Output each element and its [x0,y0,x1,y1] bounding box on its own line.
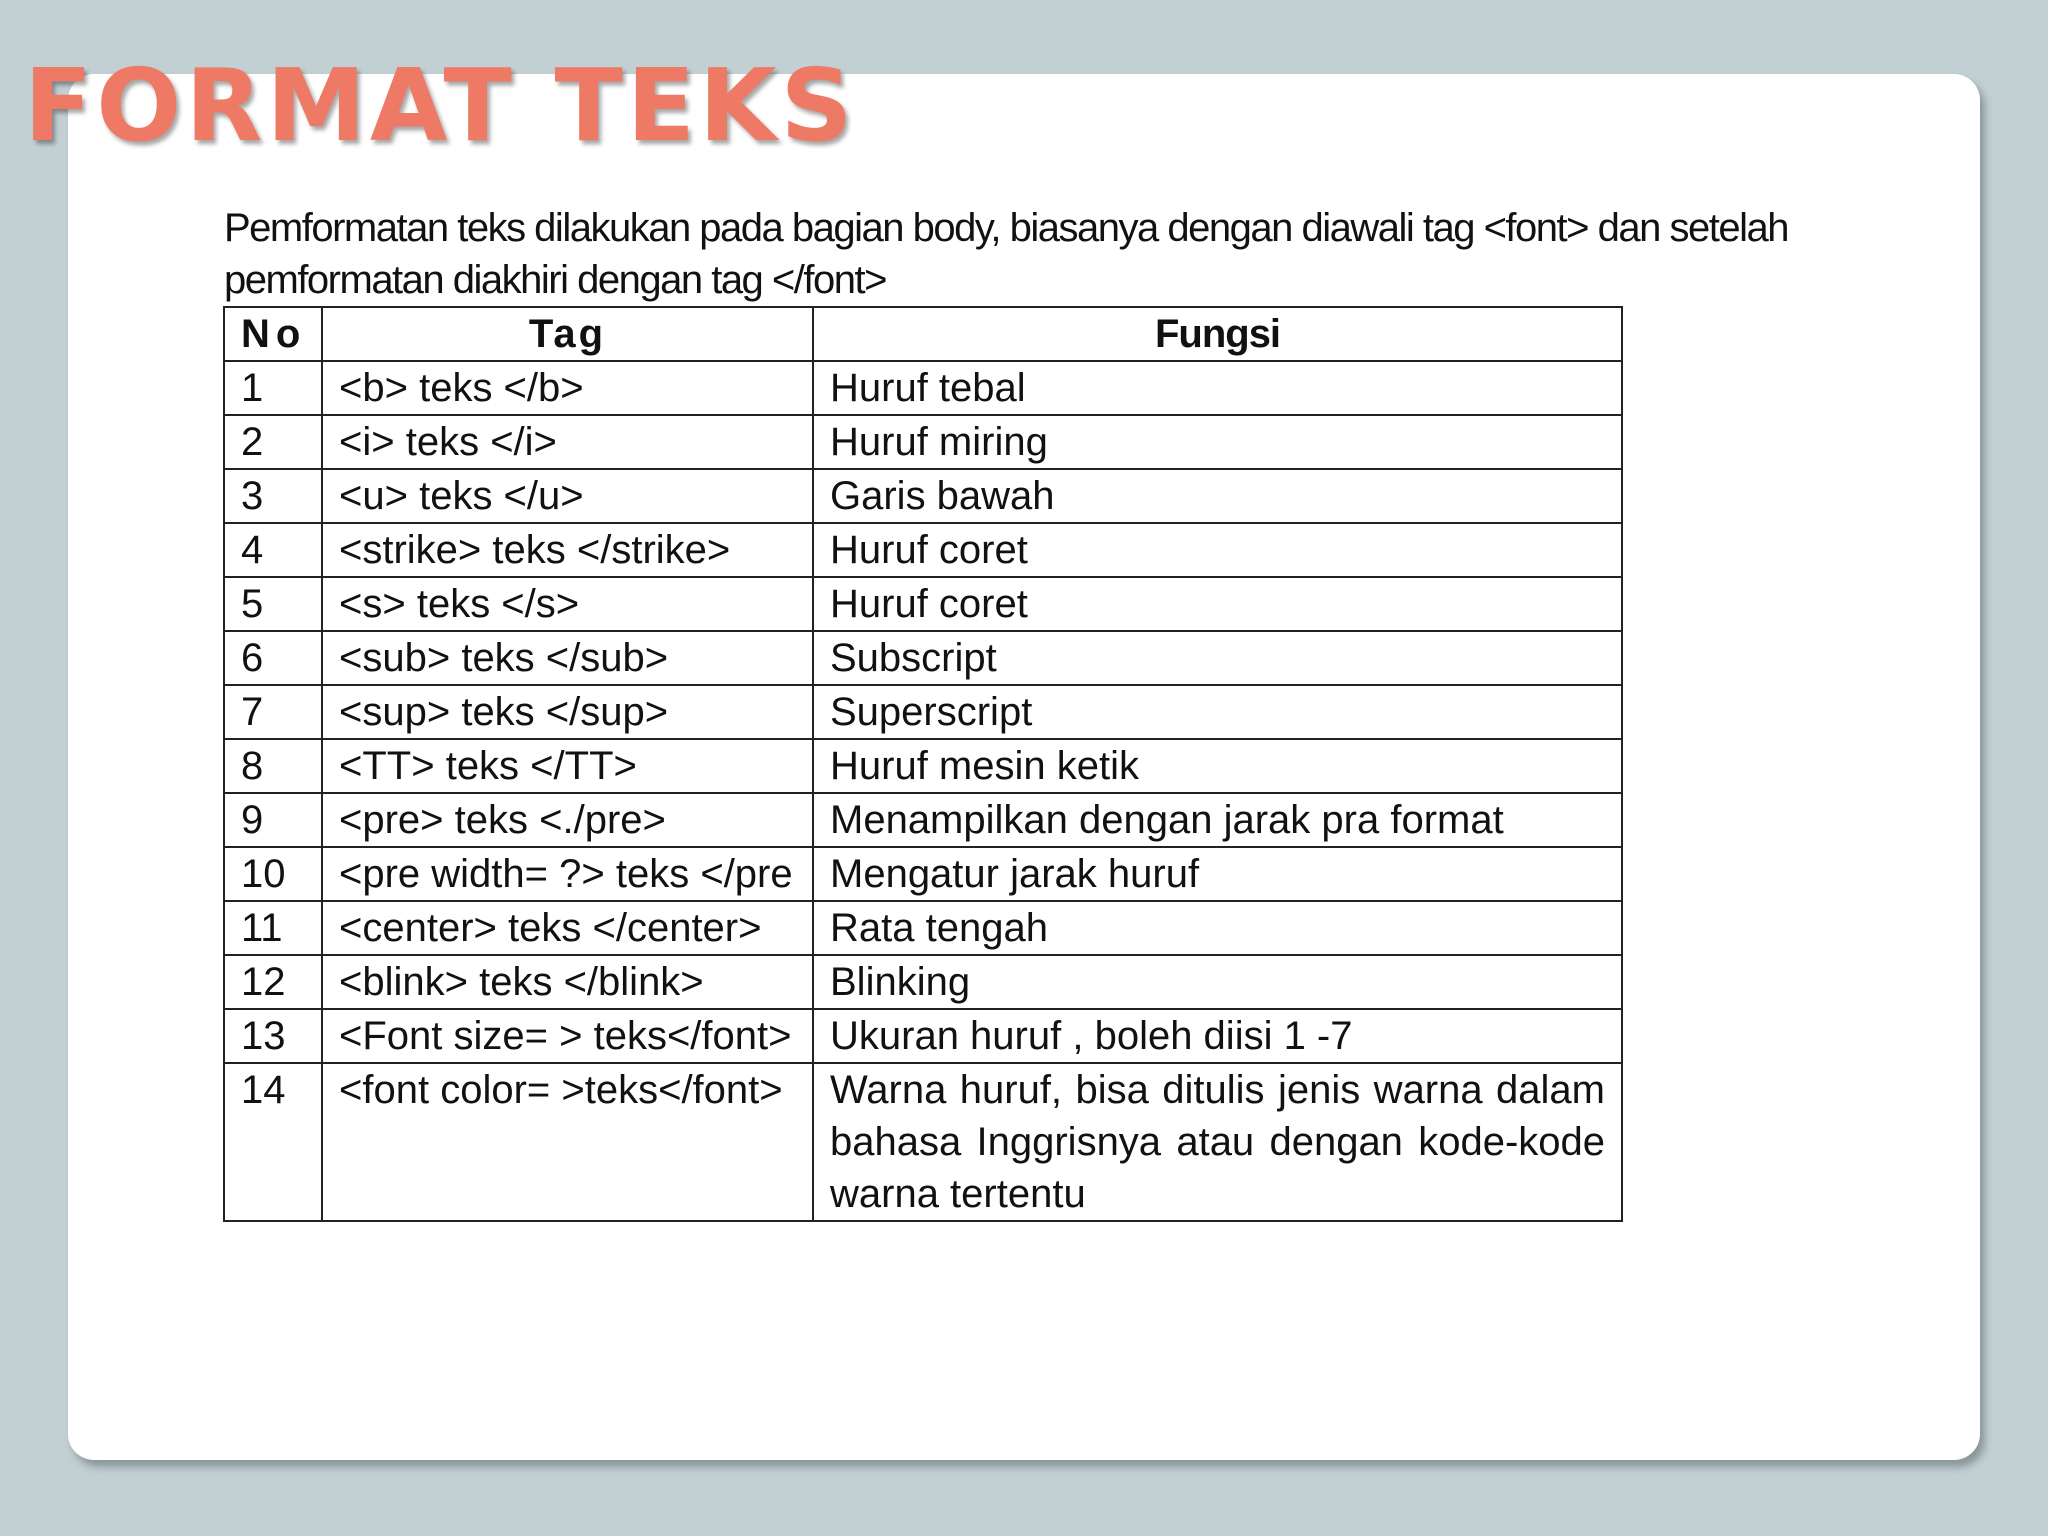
header-tag: Tag [322,307,813,361]
cell-fungsi: Subscript [813,631,1622,685]
cell-fungsi: Ukuran huruf , boleh diisi 1 -7 [813,1009,1622,1063]
cell-fungsi: Menampilkan dengan jarak pra format [813,793,1622,847]
cell-no: 3 [224,469,322,523]
table-row [224,469,1622,523]
cell-fungsi: Huruf coret [813,577,1622,631]
cell-fungsi: Mengatur jarak huruf [813,847,1622,901]
cell-no: 12 [224,955,322,1009]
cell-no: 10 [224,847,322,901]
cell-fungsi: Blinking [813,955,1622,1009]
table-row [224,577,1622,631]
cell-tag: <pre> teks <./pre> [322,793,813,847]
cell-tag: <strike> teks </strike> [322,523,813,577]
table-row [224,415,1622,469]
cell-tag: <s> teks </s> [322,577,813,631]
cell-fungsi: Huruf coret [813,523,1622,577]
cell-no: 4 [224,523,322,577]
header-fungsi: Fungsi [813,307,1622,361]
cell-tag: <u> teks </u> [322,469,813,523]
cell-fungsi: Huruf miring [813,415,1622,469]
cell-tag: <font color= >teks</font> [322,1063,813,1221]
table-row [224,685,1622,739]
table-row [224,1009,1622,1063]
cell-no: 11 [224,901,322,955]
tag-table [223,306,1623,1222]
cell-fungsi: Huruf tebal [813,361,1622,415]
table-row [224,955,1622,1009]
cell-tag: <sup> teks </sup> [322,685,813,739]
cell-fungsi: Huruf mesin ketik [813,739,1622,793]
cell-no: 2 [224,415,322,469]
cell-no: 14 [224,1063,322,1221]
cell-tag: <i> teks </i> [322,415,813,469]
cell-no: 7 [224,685,322,739]
cell-fungsi: Superscript [813,685,1622,739]
table-row [224,901,1622,955]
cell-fungsi: Rata tengah [813,901,1622,955]
table-row [224,793,1622,847]
cell-tag: <b> teks </b> [322,361,813,415]
cell-no: 1 [224,361,322,415]
header-no: No [224,307,322,361]
table-row [224,361,1622,415]
cell-tag: <TT> teks </TT> [322,739,813,793]
table-header-row [224,307,1622,361]
table-row [224,739,1622,793]
cell-no: 5 [224,577,322,631]
cell-tag: <center> teks </center> [322,901,813,955]
cell-tag: <Font size= > teks</font> [322,1009,813,1063]
table-row [224,631,1622,685]
table-row [224,1063,1622,1221]
cell-no: 9 [224,793,322,847]
table-row [224,847,1622,901]
cell-fungsi: Warna huruf, bisa ditulis jenis warna dalam bahasa Inggrisnya atau dengan kode-kode warna tertentu [813,1063,1622,1221]
slide-title: FORMAT TEKS [24,47,857,164]
cell-tag: <blink> teks </blink> [322,955,813,1009]
table-row [224,523,1622,577]
cell-tag: <pre width= ?> teks </pre [322,847,813,901]
cell-no: 13 [224,1009,322,1063]
intro-paragraph: Pemformatan teks dilakukan pada bagian body, biasanya dengan diawali tag <font> dan setelah pemformatan diakhiri dengan tag </font> [224,206,1788,302]
cell-tag: <sub> teks </sub> [322,631,813,685]
cell-fungsi: Garis bawah [813,469,1622,523]
cell-no: 6 [224,631,322,685]
cell-no: 8 [224,739,322,793]
